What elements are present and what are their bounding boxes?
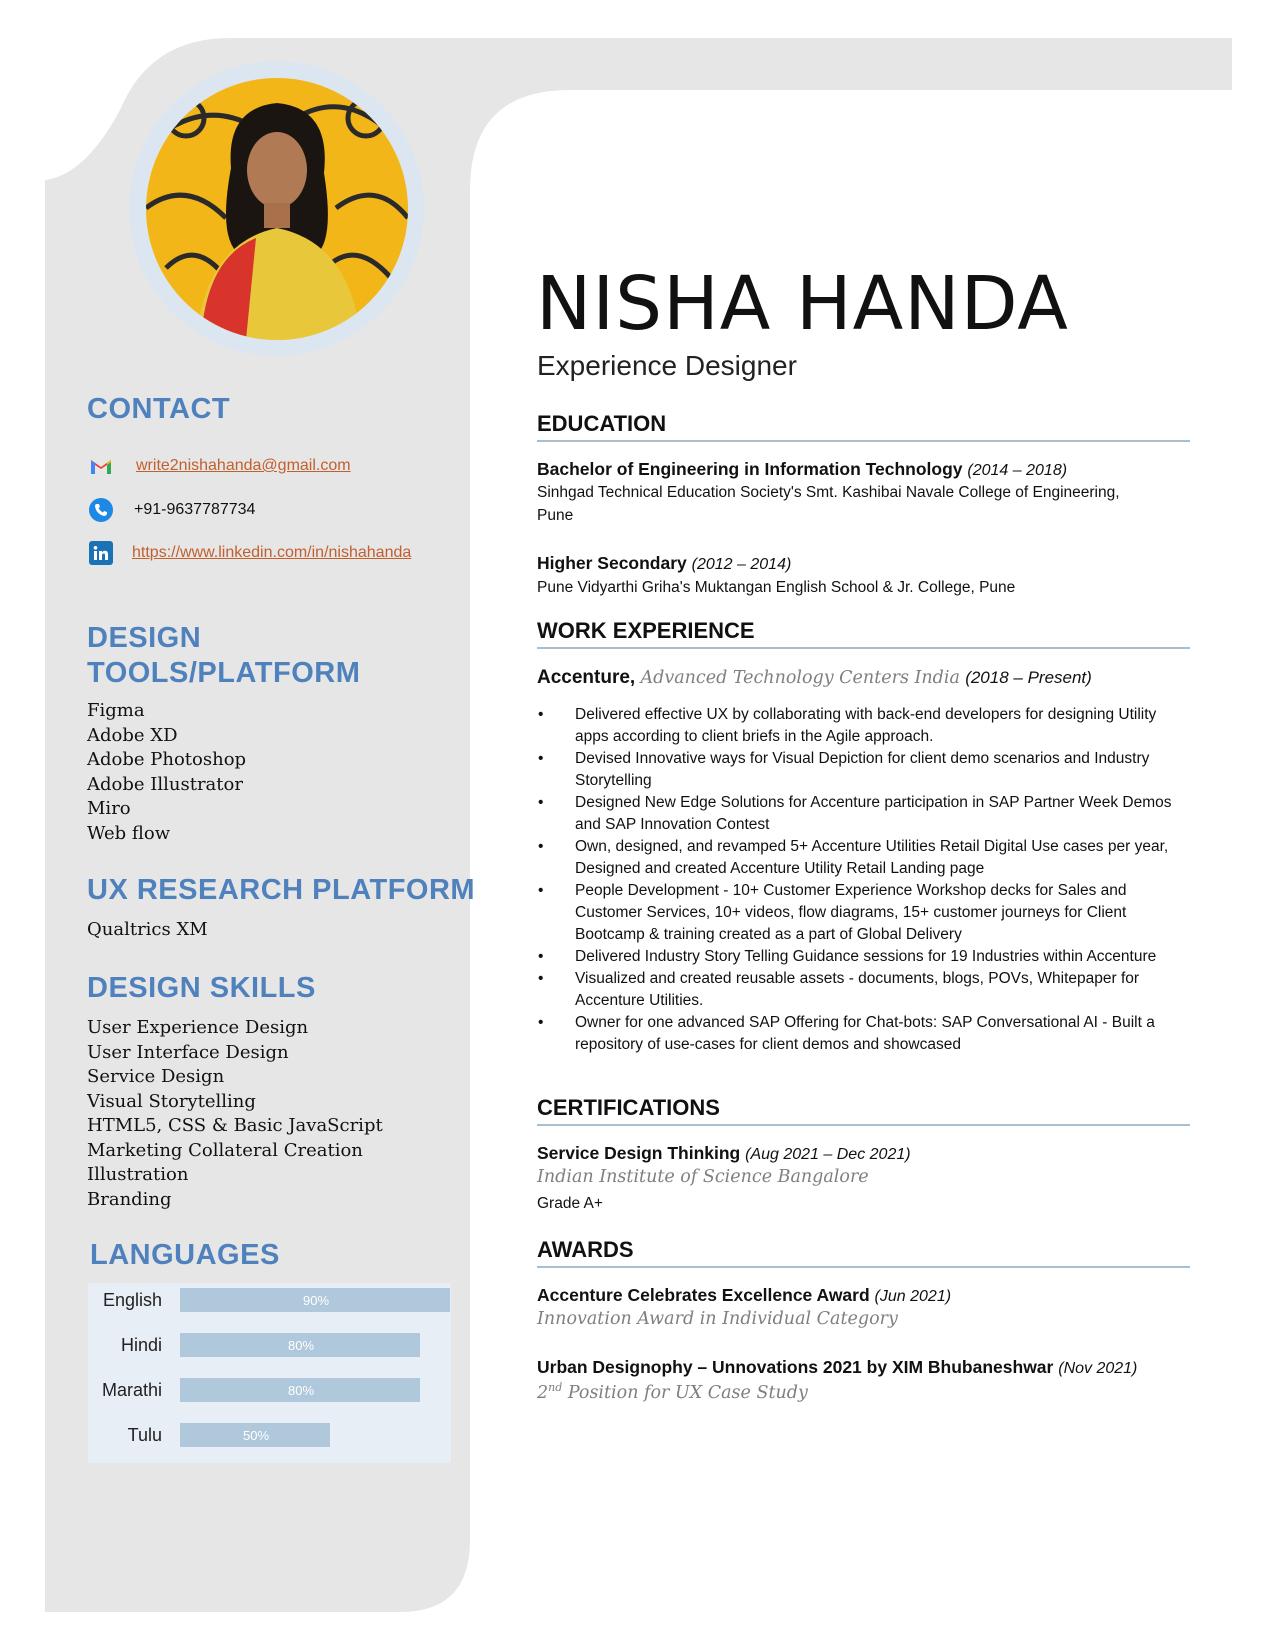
linkedin-row[interactable] bbox=[88, 538, 411, 568]
certification-grade: Grade A+ bbox=[537, 1195, 603, 1212]
skills-heading: DESIGN SKILLS bbox=[87, 972, 316, 1004]
list-item: User Experience Design bbox=[87, 1017, 309, 1038]
award-title: Urban Designophy – Unnovations 2021 by XIM Bhubaneshwar bbox=[537, 1357, 1054, 1377]
tools-heading-line2: TOOLS/PLATFORM bbox=[87, 657, 361, 689]
work-date: (2018 – Present) bbox=[965, 668, 1092, 687]
language-percent: 80% bbox=[288, 1338, 315, 1353]
certification-date: (Aug 2021 – Dec 2021) bbox=[745, 1146, 911, 1163]
list-item: • People Development - 10+ Customer Experience Workshop decks for Sales and Customer Services, 10+ videos, flow diagrams, 15+ customer journeys for Client Bootcamp & training created as a part of Global Delivery bbox=[537, 880, 1187, 946]
company-name: Accenture, bbox=[537, 667, 636, 688]
phone-icon bbox=[88, 497, 114, 523]
award-subtitle bbox=[537, 1381, 808, 1403]
list-item: Web flow bbox=[87, 822, 171, 844]
list-item: Figma bbox=[87, 700, 145, 721]
list-item: Illustration bbox=[87, 1164, 189, 1185]
gmail-icon bbox=[88, 453, 114, 479]
work-bullets bbox=[537, 704, 1187, 1056]
list-item: Visual Storytelling bbox=[87, 1090, 256, 1112]
language-track bbox=[180, 1378, 450, 1402]
language-track bbox=[180, 1288, 450, 1312]
list-item: Adobe XD bbox=[87, 724, 178, 746]
language-row bbox=[88, 1333, 451, 1359]
award-line bbox=[537, 1285, 951, 1306]
list-item: HTML5, CSS & Basic JavaScript bbox=[87, 1115, 383, 1136]
profile-photo bbox=[146, 78, 408, 340]
degree-date: (2014 – 2018) bbox=[967, 462, 1068, 479]
list-item: Branding bbox=[87, 1188, 172, 1210]
language-name: Hindi bbox=[120, 1335, 162, 1355]
languages-chart bbox=[88, 1283, 451, 1463]
education-degree bbox=[537, 459, 1067, 480]
company-unit: Advanced Technology Centers India bbox=[640, 668, 960, 688]
certification-title: Service Design Thinking bbox=[537, 1143, 741, 1163]
email-row[interactable] bbox=[88, 451, 351, 481]
person-role: Experience Designer bbox=[537, 350, 797, 381]
language-row bbox=[88, 1288, 451, 1314]
languages-heading: LANGUAGES bbox=[90, 1239, 280, 1271]
award-date: (Jun 2021) bbox=[874, 1288, 952, 1305]
language-row bbox=[88, 1378, 451, 1404]
education-heading: EDUCATION bbox=[537, 410, 1190, 442]
list-item: Miro bbox=[87, 798, 131, 819]
award-date: (Nov 2021) bbox=[1058, 1360, 1138, 1377]
list-item: • Delivered effective UX by collaborating with back-end developers for designing Utility apps according to client briefs in the Agile approach. bbox=[537, 704, 1187, 748]
phone-row bbox=[88, 495, 255, 525]
language-track bbox=[180, 1423, 450, 1447]
language-percent: 80% bbox=[288, 1383, 315, 1398]
research-heading: UX RESEARCH PLATFORM bbox=[87, 874, 476, 906]
award-subtitle: Innovation Award in Individual Category bbox=[537, 1309, 898, 1329]
award-position-number: 2 bbox=[537, 1382, 549, 1403]
work-heading: WORK EXPERIENCE bbox=[537, 617, 1190, 649]
education-secondary bbox=[537, 553, 791, 574]
secondary-title: Higher Secondary bbox=[537, 553, 687, 573]
language-row bbox=[88, 1423, 451, 1449]
award-position-text: Position for UX Case Study bbox=[562, 1382, 808, 1403]
phone-number: +91-9637787734 bbox=[134, 501, 256, 518]
award-position-suffix: nd bbox=[548, 1381, 563, 1394]
secondary-institute: Pune Vidyarthi Griha's Muktangan English School & Jr. College, Pune bbox=[537, 579, 1016, 596]
list-item: Service Design bbox=[87, 1066, 225, 1087]
skills-list bbox=[87, 1016, 383, 1212]
list-item: • Designed New Edge Solutions for Accenture participation in SAP Partner Week Demos and SAP Innovation Contest bbox=[537, 792, 1187, 836]
award-title: Accenture Celebrates Excellence Award bbox=[537, 1285, 870, 1305]
list-item: • Visualized and created reusable assets - documents, blogs, POVs, Whitepaper for Accenture Utilities. bbox=[537, 968, 1187, 1012]
degree-institute: Sinhgad Technical Education Society's Smt. Kashibai Navale College of Engineering, Pune bbox=[537, 484, 1120, 524]
language-name: Marathi bbox=[101, 1380, 162, 1400]
language-name: Tulu bbox=[127, 1425, 162, 1445]
tools-list bbox=[87, 699, 246, 846]
list-item: Adobe Photoshop bbox=[87, 749, 247, 770]
language-track bbox=[180, 1333, 450, 1357]
certification-institute: Indian Institute of Science Bangalore bbox=[537, 1167, 869, 1187]
certifications-heading: CERTIFICATIONS bbox=[537, 1094, 1190, 1126]
tools-heading-line1: DESIGN bbox=[87, 622, 202, 654]
degree-title: Bachelor of Engineering in Information Technology bbox=[537, 459, 963, 479]
list-item: • Devised Innovative ways for Visual Depiction for client demo scenarios and Industry Storytelling bbox=[537, 748, 1187, 792]
award-line bbox=[537, 1357, 1137, 1378]
language-percent: 50% bbox=[243, 1428, 270, 1443]
contact-heading: CONTACT bbox=[87, 393, 231, 425]
language-percent: 90% bbox=[303, 1293, 330, 1308]
awards-heading: AWARDS bbox=[537, 1236, 1190, 1268]
list-item: Marketing Collateral Creation bbox=[87, 1139, 363, 1161]
linkedin-link[interactable]: https://www.linkedin.com/in/nishahanda bbox=[132, 544, 412, 561]
research-list bbox=[87, 918, 208, 943]
work-company-line bbox=[537, 667, 1092, 689]
language-name: English bbox=[102, 1290, 162, 1310]
list-item: Adobe Illustrator bbox=[87, 773, 243, 795]
list-item: • Delivered Industry Story Telling Guidance sessions for 19 Industries within Accenture bbox=[537, 946, 1187, 968]
list-item: • Owner for one advanced SAP Offering for Chat-bots: SAP Conversational AI - Built a repository of use-cases for client demos and showcased bbox=[537, 1012, 1187, 1056]
person-name: NISHA HANDA bbox=[536, 261, 1069, 347]
list-item: • Own, designed, and revamped 5+ Accenture Utilities Retail Digital Use cases per year, Designed and created Accenture Utility Retail Landing page bbox=[537, 836, 1187, 880]
email-link[interactable]: write2nishahanda@gmail.com bbox=[136, 457, 351, 474]
linkedin-icon bbox=[88, 540, 114, 566]
secondary-date: (2012 – 2014) bbox=[691, 556, 792, 573]
certification-line bbox=[537, 1143, 911, 1164]
list-item: User Interface Design bbox=[87, 1041, 289, 1063]
list-item: Qualtrics XM bbox=[87, 919, 208, 940]
